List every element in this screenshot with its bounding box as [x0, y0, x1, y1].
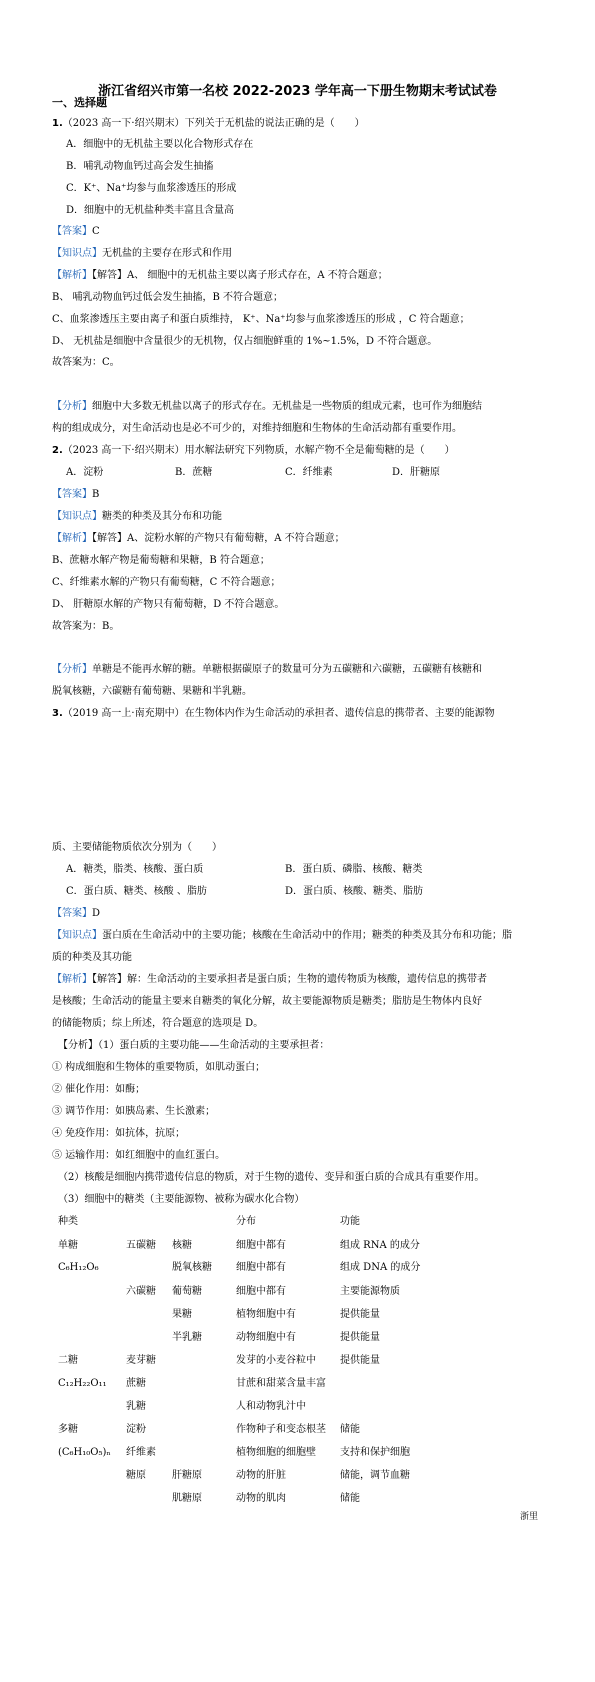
table-cell: 脱氧核糖 — [172, 1262, 212, 1273]
question-1-stem: 1.（2023 高一下·绍兴期末）下列关于无机盐的说法正确的是（ ） — [52, 118, 365, 129]
table-cell: 提供能量 — [340, 1332, 380, 1343]
table-cell: 动物的肌肉 — [236, 1493, 286, 1504]
table-cell: 组成 DNA 的成分 — [340, 1262, 421, 1273]
table-cell: 二糖 — [58, 1355, 78, 1366]
table-cell: C₁₂H₂₂O₁₁ — [58, 1378, 107, 1389]
question-3-option-a: A．糖类，脂类、核酸、蛋白质 — [66, 864, 204, 875]
question-3-explanation-line: 的储能物质；综上所述，符合题意的选项是 D。 — [52, 1018, 264, 1029]
question-2-option-b: B．蔗糖 — [175, 467, 213, 478]
question-3-explanation-head: 【解析】【解答】解：生命活动的主要承担者是蛋白质；生物的遗传物质为核酸，遗传信息的携带者 — [52, 974, 487, 985]
table-cell: 发芽的小麦谷粒中 — [236, 1355, 316, 1366]
table-cell: 组成 RNA 的成分 — [340, 1240, 420, 1251]
question-1-option-a: A．细胞中的无机盐主要以化合物形式存在 — [66, 139, 254, 150]
question-3-option-c: C．蛋白质、糖类、核酸 、脂肪 — [66, 886, 207, 897]
table-header-category: 种类 — [58, 1216, 78, 1227]
table-cell: 糖原 — [126, 1470, 146, 1481]
table-cell: 提供能量 — [340, 1355, 380, 1366]
question-1-analysis: 【分析】细胞中大多数无机盐以离子的形式存在。无机盐是一些物质的组成元素，也可作为细胞结 — [52, 401, 482, 412]
page-title: 浙江省绍兴市第一名校 2022-2023 学年高一下册生物期末考试试卷 — [98, 84, 497, 99]
table-cell: 植物细胞中有 — [236, 1309, 296, 1320]
question-1-option-b: B．哺乳动物血钙过高会发生抽搐 — [66, 161, 214, 172]
question-2-option-d: D．肝糖原 — [392, 467, 441, 478]
question-3-answer: 【答案】D — [52, 908, 101, 919]
table-cell: C₆H₁₂O₆ — [58, 1262, 99, 1273]
question-3-stem-cont: 质、主要储能物质依次分别为（ ） — [52, 842, 222, 853]
analysis-paragraph-sugars: （3）细胞中的糖类（主要能源物、被称为碳水化合物） — [58, 1194, 305, 1205]
table-cell: 纤维素 — [126, 1447, 156, 1458]
analysis-list-item: ③ 调节作用：如胰岛素、生长激素； — [52, 1106, 216, 1117]
table-cell: 核糖 — [172, 1240, 192, 1251]
table-cell: 淀粉 — [126, 1424, 146, 1435]
question-1-explanation-line: B、 哺乳动物血钙过低会发生抽搐，B 不符合题意； — [52, 292, 284, 303]
analysis-paragraph-nucleic-acid: （2）核酸是细胞内携带遗传信息的物质，对于生物的遗传、变异和蛋白质的合成具有重要作用。 — [58, 1172, 485, 1183]
question-1-explanation-line: D、 无机盐是细胞中含量很少的无机物，仅占细胞鲜重的 1%~1.5%，D 不符合题意。 — [52, 336, 438, 347]
table-cell: 作物种子和变态根茎 — [236, 1424, 326, 1435]
question-2-stem: 2.（2023 高一下·绍兴期末）用水解法研究下列物质，水解产物不全是葡萄糖的是（ ） — [52, 445, 455, 456]
table-cell: 人和动物乳汁中 — [236, 1401, 306, 1412]
table-cell: 储能，调节血糖 — [340, 1470, 410, 1481]
analysis-list-item: ④ 免疫作用：如抗体，抗原； — [52, 1128, 186, 1139]
question-2-conclusion: 故答案为：B。 — [52, 621, 120, 632]
question-3-option-d: D．蛋白质、核酸、糖类、脂肪 — [285, 886, 424, 897]
table-cell: 乳糖 — [126, 1401, 146, 1412]
question-1-analysis-cont: 构的组成成分，对生命活动也是必不可少的，对维持细胞和生物体的生命活动都有重要作用。 — [52, 423, 462, 434]
analysis-list-item: ① 构成细胞和生物体的重要物质，如肌动蛋白； — [52, 1062, 266, 1073]
question-1-knowledge-point: 【知识点】无机盐的主要存在形式和作用 — [52, 248, 232, 259]
analysis-list-item: ⑤ 运输作用：如红细胞中的血红蛋白。 — [52, 1150, 226, 1161]
table-cell: 肝糖原 — [172, 1470, 202, 1481]
question-2-option-a: A．淀粉 — [66, 467, 104, 478]
question-1-answer: 【答案】C — [52, 226, 100, 237]
table-cell: 果糖 — [172, 1309, 192, 1320]
table-cell: 甘蔗和甜菜含量丰富 — [236, 1378, 326, 1389]
section-heading: 一、选择题 — [52, 96, 107, 109]
table-header-function: 功能 — [340, 1216, 360, 1227]
question-1-explanation-line: C、血浆渗透压主要由离子和蛋白质维持， K⁺、Na⁺均参与血浆渗透压的形成 ，C 符合题意； — [52, 314, 470, 325]
question-2-option-c: C．纤维素 — [285, 467, 333, 478]
table-cell: 五碳糖 — [126, 1240, 156, 1251]
table-cell: 动物细胞中有 — [236, 1332, 296, 1343]
question-1-explanation-head: 【解析】【解答】A、 细胞中的无机盐主要以离子形式存在，A 不符合题意； — [52, 270, 388, 281]
table-cell: 提供能量 — [340, 1309, 380, 1320]
table-cell: 植物细胞的细胞壁 — [236, 1447, 316, 1458]
question-2-explanation-head: 【解析】【解答】A、淀粉水解的产物只有葡萄糖，A 不符合题意； — [52, 533, 345, 544]
question-2-analysis-cont: 脱氧核糖，六碳糖有葡萄糖、果糖和半乳糖。 — [52, 686, 252, 697]
question-3-knowledge-point-cont: 质的种类及其功能 — [52, 952, 132, 963]
question-1-option-c: C．K⁺、Na⁺均参与血浆渗透压的形成 — [66, 183, 237, 194]
table-cell: 主要能源物质 — [340, 1286, 400, 1297]
footer-mark: 浙里 — [520, 1512, 539, 1522]
table-cell: 半乳糖 — [172, 1332, 202, 1343]
table-cell: 六碳糖 — [126, 1286, 156, 1297]
question-3-stem: 3.（2019 高一上·南充期中）在生物体内作为生命活动的承担者、遗传信息的携带者、主要的能源物 — [52, 708, 495, 719]
analysis-list-item: ② 催化作用：如酶； — [52, 1084, 146, 1095]
table-cell: 肌糖原 — [172, 1493, 202, 1504]
question-1-conclusion: 故答案为：C。 — [52, 357, 120, 368]
question-3-explanation-line: 是核酸；生命活动的能量主要来自糖类的氧化分解，故主要能源物质是糖类；脂肪是生物体内良好 — [52, 996, 482, 1007]
table-cell: 细胞中都有 — [236, 1286, 286, 1297]
question-2-explanation-line: D、 肝糖原水解的产物只有葡萄糖，D 不符合题意。 — [52, 599, 285, 610]
table-cell: 储能 — [340, 1493, 360, 1504]
question-3-knowledge-point: 【知识点】蛋白质在生命活动中的主要功能；核酸在生命活动中的作用；糖类的种类及其分布和功能；脂 — [52, 930, 512, 941]
table-cell: 蔗糖 — [126, 1378, 146, 1389]
question-2-knowledge-point: 【知识点】糖类的种类及其分布和功能 — [52, 511, 222, 522]
table-cell: 支持和保护细胞 — [340, 1447, 410, 1458]
table-cell: 葡萄糖 — [172, 1286, 202, 1297]
question-2-analysis: 【分析】单糖是不能再水解的糖。单糖根据碳原子的数量可分为五碳糖和六碳糖，五碳糖有核糖和 — [52, 664, 482, 675]
table-header-distribution: 分布 — [236, 1216, 256, 1227]
question-3-analysis: 【分析】（1）蛋白质的主要功能——生命活动的主要承担者： — [58, 1040, 330, 1051]
table-cell: (C₆H₁₀O₅)ₙ — [58, 1447, 111, 1458]
table-cell: 单糖 — [58, 1240, 78, 1251]
table-cell: 储能 — [340, 1424, 360, 1435]
question-2-explanation-line: B、蔗糖水解产物是葡萄糖和果糖，B 符合题意； — [52, 555, 270, 566]
table-cell: 麦芽糖 — [126, 1355, 156, 1366]
question-2-answer: 【答案】B — [52, 489, 100, 500]
question-3-option-b: B．蛋白质、磷脂、核酸、糖类 — [285, 864, 423, 875]
question-1-option-d: D．细胞中的无机盐种类丰富且含量高 — [66, 205, 235, 216]
question-2-explanation-line: C、纤维素水解的产物只有葡萄糖，C 不符合题意； — [52, 577, 281, 588]
table-cell: 动物的肝脏 — [236, 1470, 286, 1481]
table-cell: 细胞中都有 — [236, 1240, 286, 1251]
table-cell: 多糖 — [58, 1424, 78, 1435]
table-cell: 细胞中都有 — [236, 1262, 286, 1273]
